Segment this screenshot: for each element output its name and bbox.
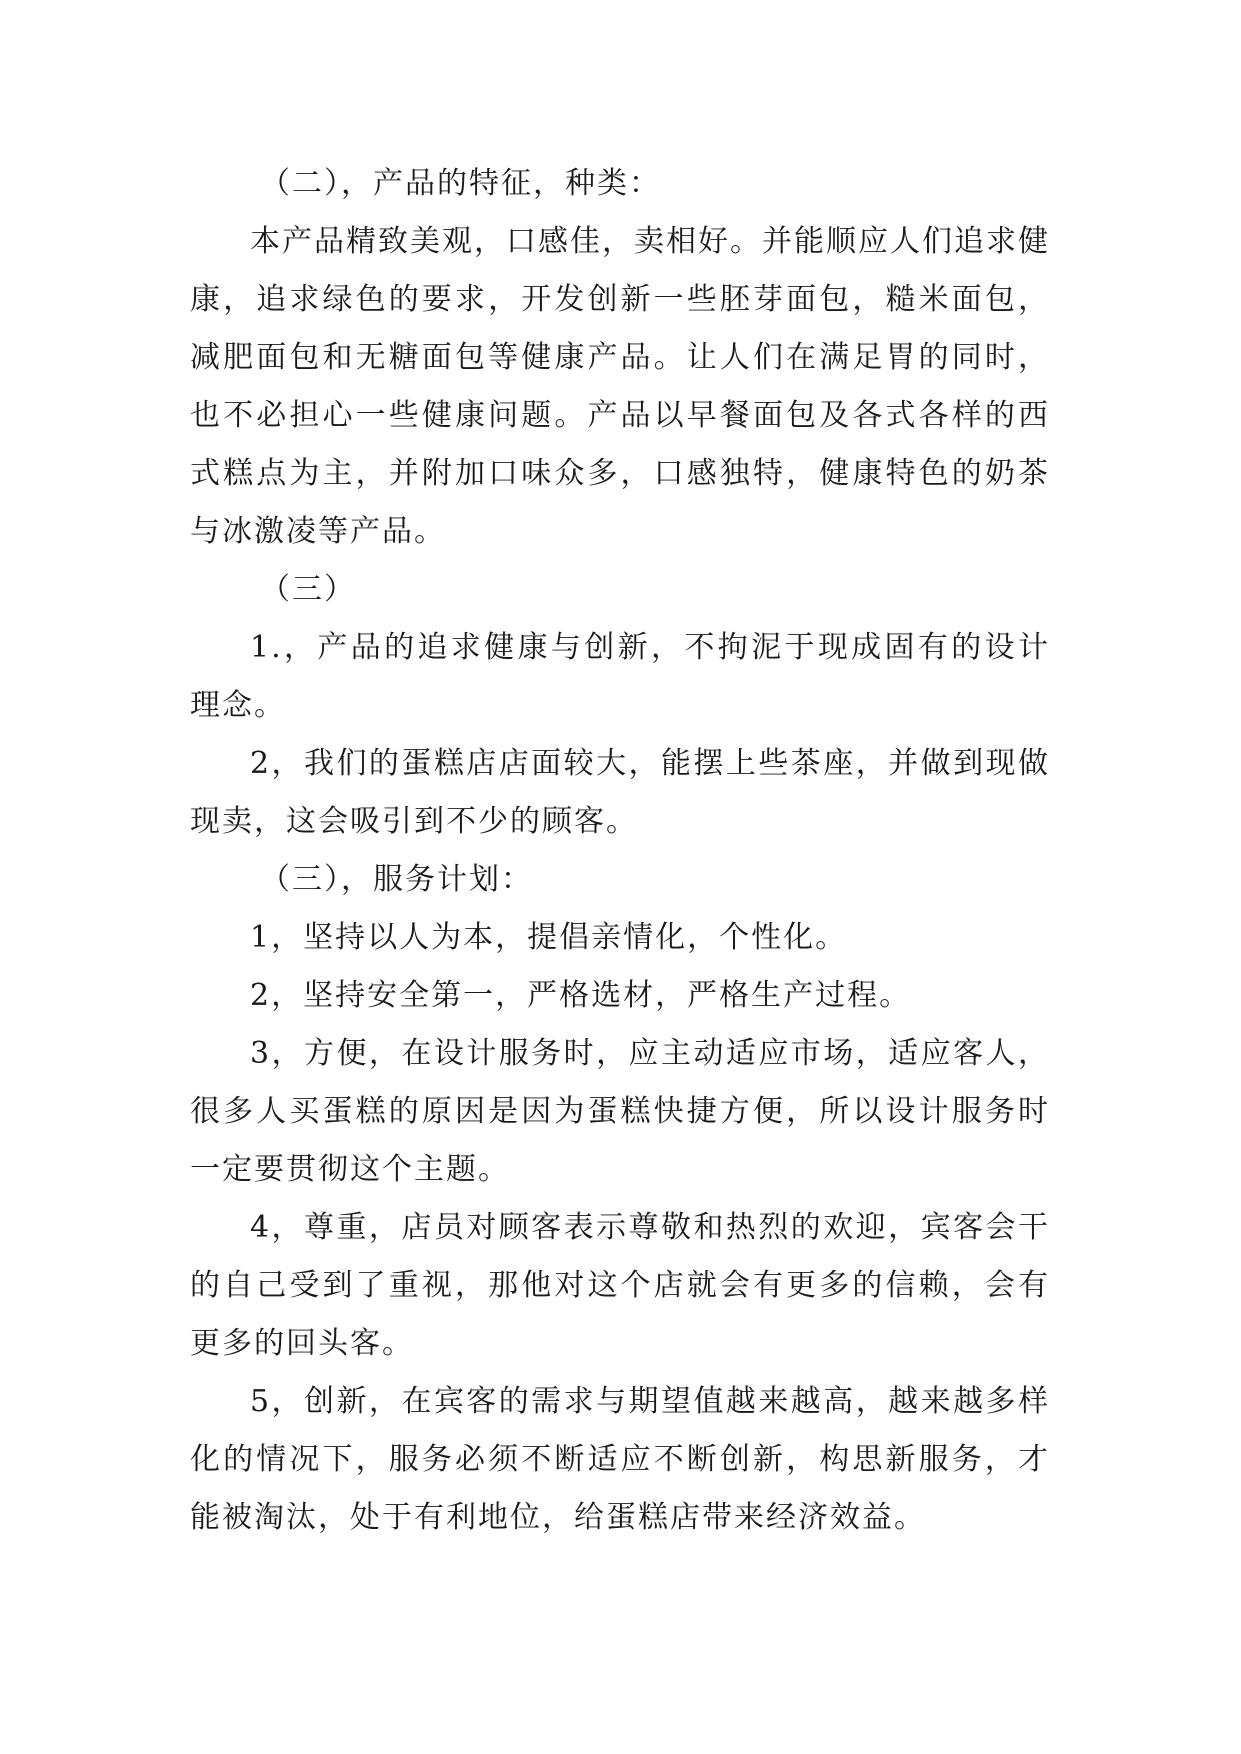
document-body [190, 155, 1050, 1547]
service-item-safety: 2，坚持安全第一，严格选材，严格生产过程。 [250, 978, 912, 1013]
paragraph-product-description: 本产品精致美观，口感佳，卖相好。并能顺应人们追求健康，追求绿色的要求，开发创新一些胚芽面包，糙米面包，减肥面包和无糖面包等健康产品。让人们在满足胃的同时，也不必担心一些健康问题。产品以早餐面包及各式各样的西式糕点为主，并附加口味众多，口感独特，健康特色的奶茶与冰激凌等产品。 [190, 224, 1050, 549]
list-item-innovation: 1.，产品的追求健康与创新，不拘泥于现成固有的设计理念。 [190, 630, 1050, 723]
service-item-people-oriented: 1，坚持以人为本，提倡亲情化，个性化。 [250, 920, 848, 955]
service-item-convenience: 3，方便，在设计服务时，应主动适应市场，适应客人，很多人买蛋糕的原因是因为蛋糕快捷方便，所以设计服务时一定要贯彻这个主题。 [190, 1036, 1050, 1187]
service-item-innovation: 5，创新，在宾客的需求与期望值越来越高，越来越多样化的情况下，服务必须不断适应不断创新，构思新服务，才能被淘汰，处于有利地位，给蛋糕店带来经济效益。 [190, 1384, 1050, 1535]
section-heading-service-plan: （三），服务计划： [260, 862, 533, 897]
section-heading-three: （三） [260, 572, 356, 607]
list-item-store-size: 2，我们的蛋糕店店面较大，能摆上些茶座，并做到现做现卖，这会吸引到不少的顾客。 [190, 746, 1050, 839]
service-item-respect: 4，尊重，店员对顾客表示尊敬和热烈的欢迎，宾客会干的自己受到了重视，那他对这个店就会有更多的信赖，会有更多的回头客。 [190, 1210, 1050, 1361]
section-heading-product-features: （二），产品的特征，种类： [260, 166, 661, 201]
